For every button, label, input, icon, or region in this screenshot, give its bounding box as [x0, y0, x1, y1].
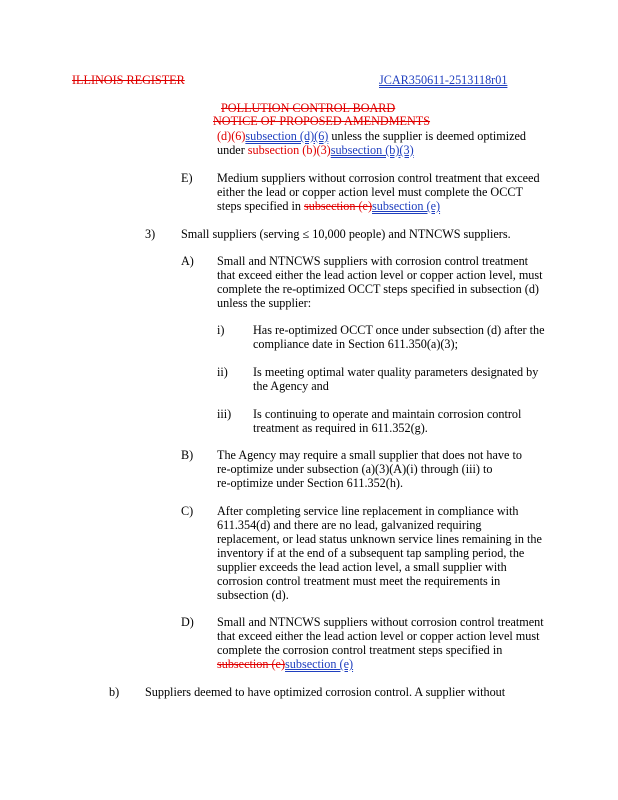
subitem-iii-label: iii) — [217, 407, 232, 421]
item-C-line: inventory if at the end of a subsequent tap sampling period, the — [217, 546, 525, 560]
header-notice: NOTICE OF PROPOSED AMENDMENTS — [213, 114, 431, 128]
item-E-label: E) — [181, 171, 193, 185]
item-b-label: b) — [109, 685, 120, 699]
carryover-deleted-ref-2: subsection (b)(3) — [247, 143, 331, 157]
item-b-text: Suppliers deemed to have optimized corrosion control. A supplier without — [145, 685, 506, 699]
item-A-text — [217, 254, 543, 310]
header-docid-text: JCAR350611-2513118r01 — [379, 73, 508, 87]
item-B-line: re-optimize under Section 611.352(h). — [217, 476, 404, 490]
item-B-line: re-optimize under subsection (a)(3)(A)(i) through (iii) to — [217, 462, 493, 476]
header-board: POLLUTION CONTROL BOARD — [221, 101, 396, 115]
subitem-iii-line: treatment as required in 611.352(g). — [253, 421, 428, 435]
item-B-line: The Agency may require a small supplier that does not have to — [217, 448, 522, 462]
item-C-label: C) — [181, 504, 194, 518]
item-A-line: Small and NTNCWS suppliers with corrosion control treatment — [217, 254, 529, 268]
subitem-ii-text — [253, 365, 538, 393]
item-E-inserted-ref: subsection (e) — [372, 199, 441, 213]
item-D-line: complete the corrosion control treatment steps specified in — [217, 643, 503, 657]
subitem-ii-label: ii) — [217, 365, 228, 379]
item-B-label: B) — [181, 448, 194, 462]
item-B-text — [217, 448, 522, 490]
header-docid — [379, 73, 507, 87]
subitem-i-text — [253, 323, 545, 351]
item-E-steps: steps specified in — [217, 199, 304, 213]
subitem-i-label: i) — [217, 323, 225, 337]
item-D-line — [217, 657, 544, 671]
carryover-line-2 — [217, 143, 414, 157]
carryover-inserted-ref-2: subsection (b)(3) — [330, 143, 414, 157]
subitem-ii-line: the Agency and — [253, 379, 329, 393]
carryover-under: under — [217, 143, 248, 157]
item-D-text — [217, 615, 544, 671]
item-D-label: D) — [181, 615, 194, 629]
item-E-line — [217, 199, 540, 213]
header-register: ILLINOIS REGISTER — [72, 73, 185, 87]
subitem-ii-line: Is meeting optimal water quality parameters designated by — [253, 365, 539, 379]
item-E-text — [217, 171, 540, 213]
item-3-label: 3) — [145, 227, 156, 241]
carryover-deleted-ref: (d)(6) — [217, 129, 246, 143]
item-D-line: Small and NTNCWS suppliers without corrosion control treatment — [217, 615, 544, 629]
item-E-deleted-ref: subsection (e) — [304, 199, 373, 213]
item-C-line: subsection (d). — [217, 588, 289, 602]
item-D-deleted-ref: subsection (e) — [217, 657, 286, 671]
item-C-line: 611.354(d) and there are no lead, galvanized requiring — [217, 518, 482, 532]
item-C-text — [217, 504, 542, 602]
subitem-iii-text — [253, 407, 521, 435]
item-C-line: supplier exceeds the lead action level, a small supplier with — [217, 560, 507, 574]
item-3-text: Small suppliers (serving ≤ 10,000 people) and NTNCWS suppliers. — [181, 227, 511, 241]
carryover-text: unless the supplier is deemed optimized — [328, 129, 527, 143]
item-A-label: A) — [181, 254, 194, 268]
item-A-line: unless the supplier: — [217, 296, 312, 310]
subitem-i-line: Has re-optimized OCCT once under subsection (d) after the — [253, 323, 545, 337]
item-E-line: either the lead or copper action level must complete the OCCT — [217, 185, 523, 199]
item-D-inserted-ref: subsection (e) — [285, 657, 354, 671]
subitem-i-line: compliance date in Section 611.350(a)(3); — [253, 337, 458, 351]
item-A-line: that exceed either the lead action level or copper action level, must — [217, 268, 543, 282]
item-C-line: After completing service line replacement in compliance with — [217, 504, 519, 518]
subitem-iii-line: Is continuing to operate and maintain corrosion control — [253, 407, 522, 421]
item-E-line: Medium suppliers without corrosion control treatment that exceed — [217, 171, 540, 185]
item-A-line: complete the re-optimized OCCT steps specified in subsection (d) — [217, 282, 539, 296]
item-C-line: replacement, or lead status unknown service lines remaining in the — [217, 532, 542, 546]
carryover-line-1 — [217, 129, 526, 143]
item-D-line: that exceed either the lead action level or copper action level must — [217, 629, 540, 643]
item-C-line: corrosion control treatment must meet the requirements in — [217, 574, 501, 588]
carryover-inserted-ref: subsection (d)(6) — [245, 129, 329, 143]
